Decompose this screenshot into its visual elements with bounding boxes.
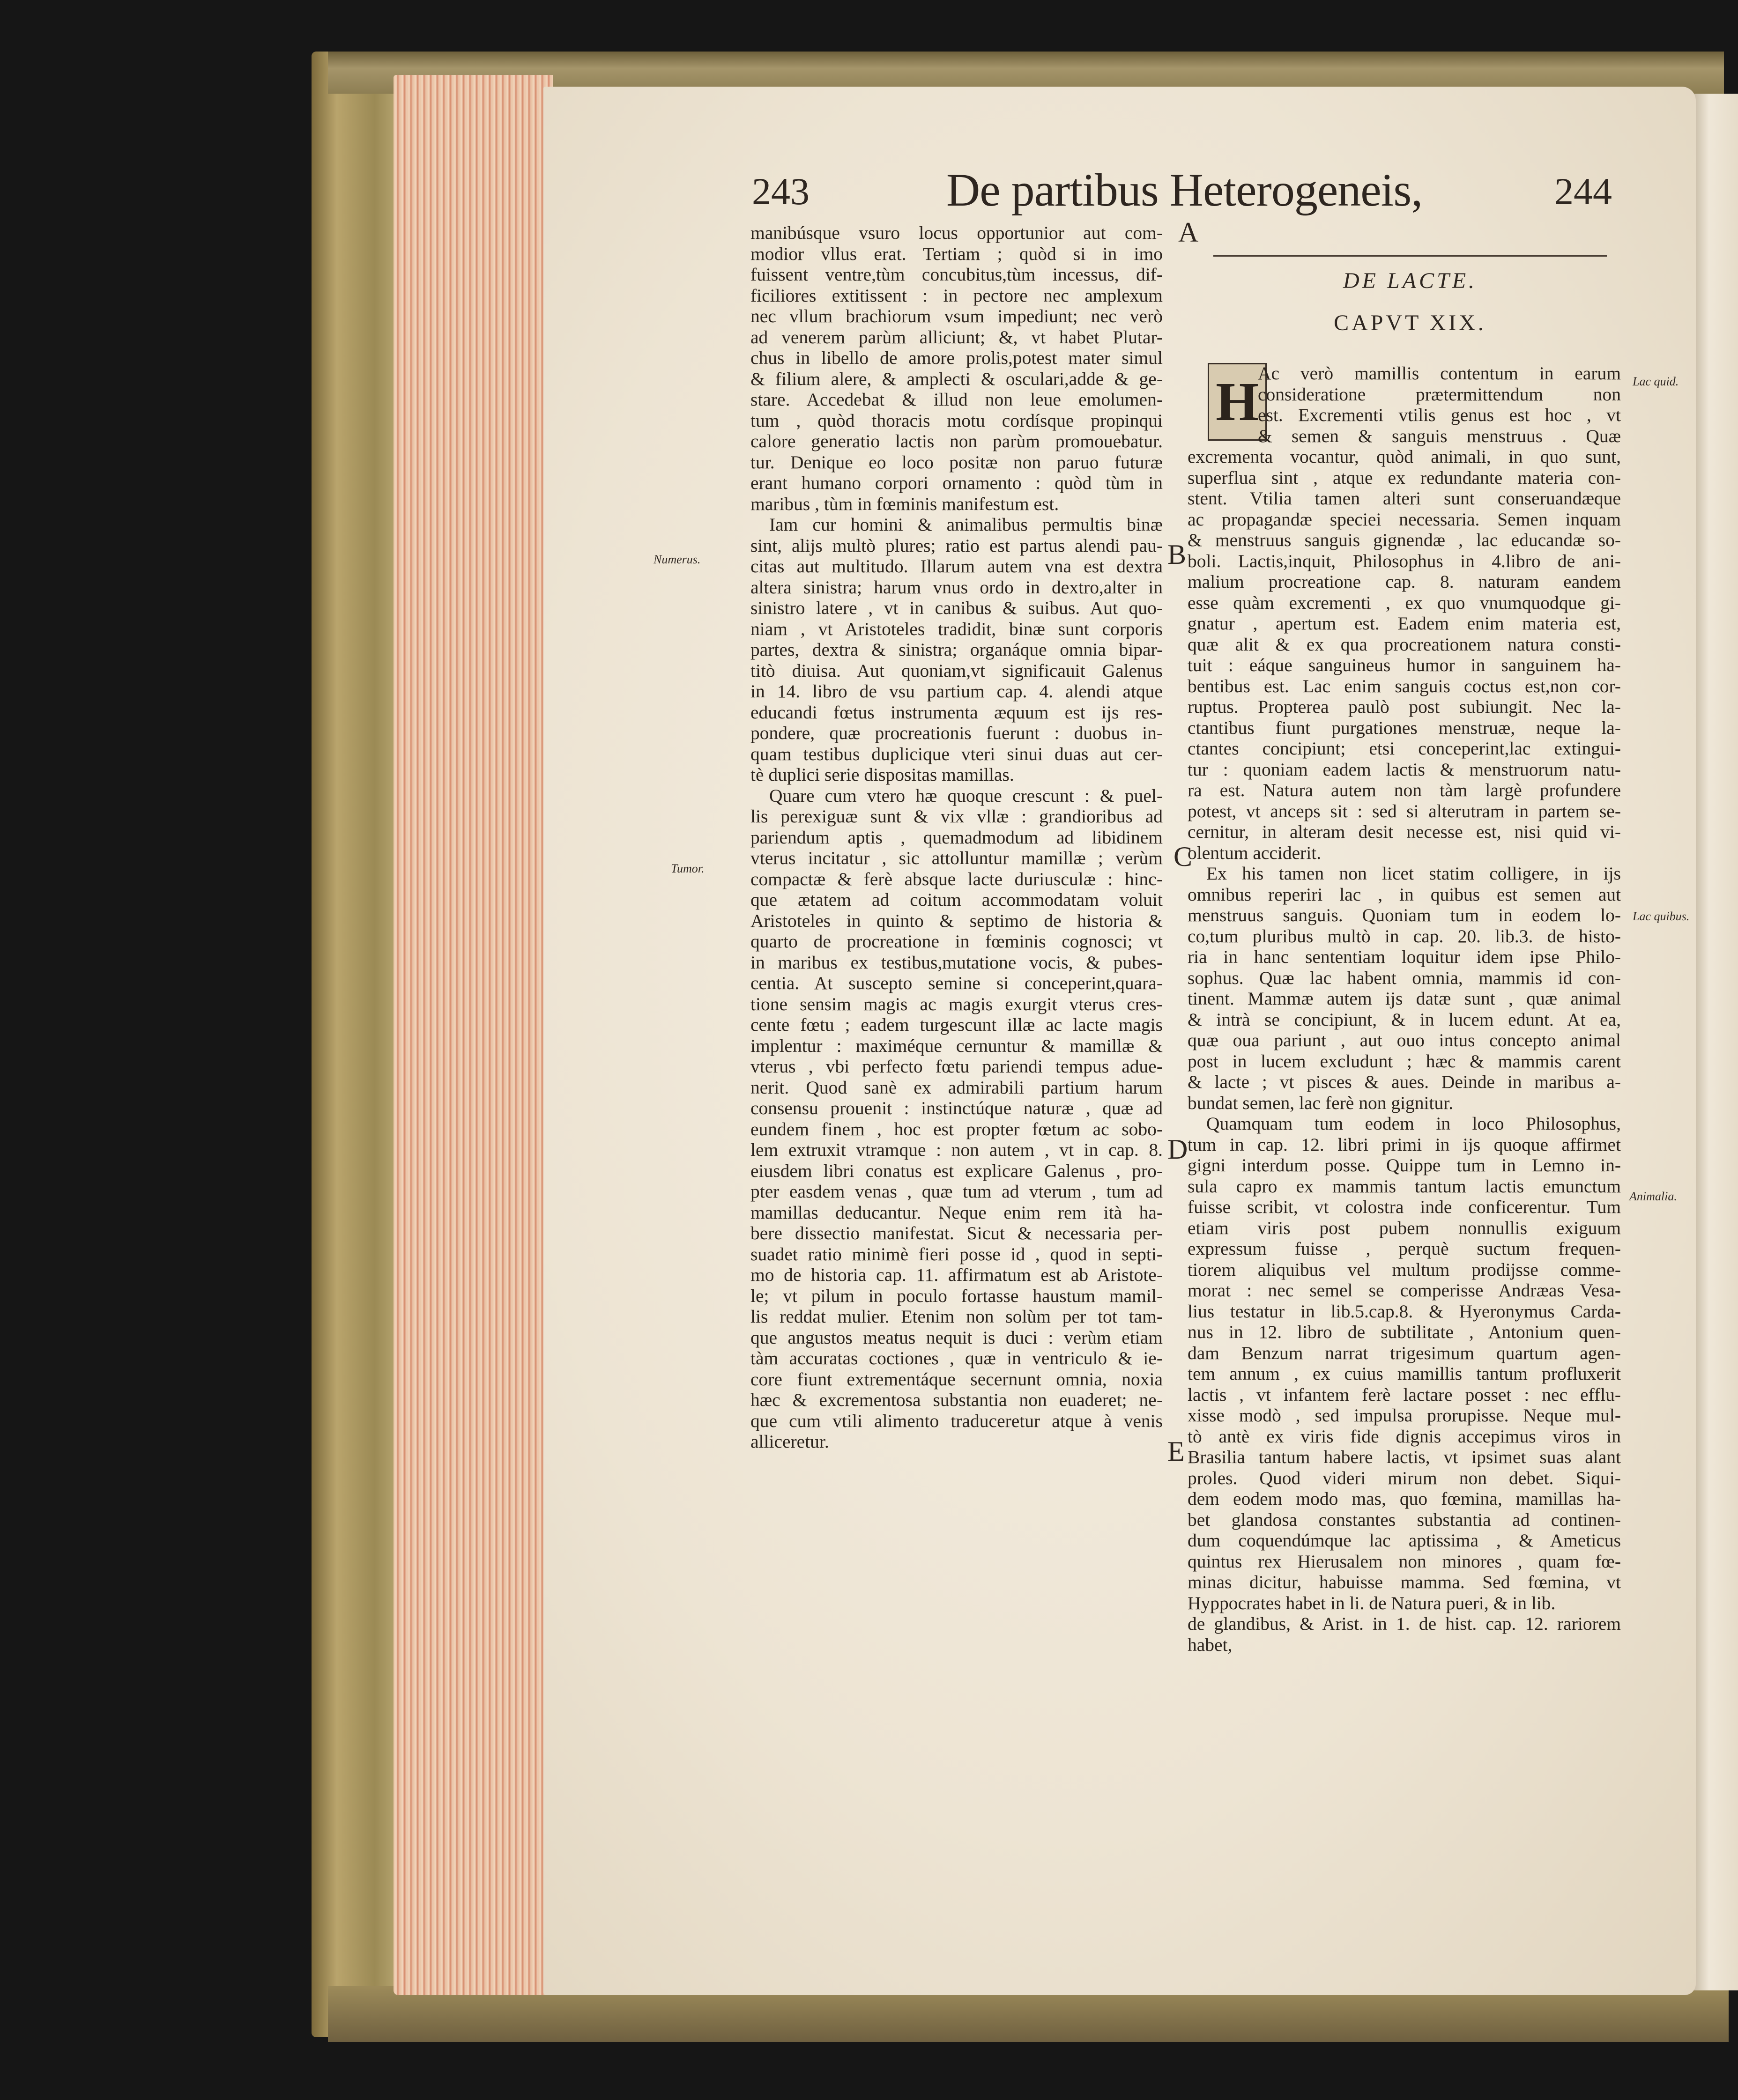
text-line: pariendum aptis , quemadmodum ad libidinem [750, 827, 1163, 848]
page-number-right: 244 [1554, 170, 1612, 213]
text-line: bet glandosa constantes substantia ad continen- [1188, 1509, 1621, 1530]
decorated-initial: H [1208, 363, 1267, 441]
text-line: modior vllus erat. Tertiam ; quòd si in imo [750, 243, 1163, 264]
text-line: quarto de procreatione in fœminis cognosci; vt [750, 931, 1163, 952]
text-line: core fiunt extrementáque secernunt omnia, noxia [750, 1368, 1163, 1390]
text-line: tur : quoniam eadem lactis & menstruorum natu- [1188, 759, 1621, 780]
text-line: implentur : maximéque cernuntur & mamillæ & [750, 1035, 1163, 1056]
text-line: de glandibus, & Arist. in 1. de hist. cap. 12. rariorem [1188, 1613, 1621, 1634]
chapter-title: CAPVT XIX. [1334, 311, 1486, 335]
text-line: Quare cum vtero hæ quoque crescunt : & puel- [769, 785, 1163, 806]
text-line: bere dissectio manifestat. Sicut & necessaria per- [750, 1223, 1163, 1243]
margin-note-animalia: Animalia. [1629, 1190, 1677, 1203]
text-line: Quamquam tum eodem in loco Philosophus, [1206, 1113, 1621, 1134]
text-line: pter easdem venas , quæ tum ad vterum , tum ad [750, 1181, 1163, 1202]
text-line: tàm accuratas coctiones , quæ in ventriculo & ie- [750, 1348, 1163, 1368]
text-line: ad venerem parùm alliciunt; &, vt habet Plutar- [750, 326, 1163, 348]
margin-note-numerus: Numerus. [654, 553, 701, 566]
text-line: & menstruus sanguis gignendæ , lac educandæ so- [1188, 530, 1621, 550]
text-line: fuissent ventre,tùm concubitus,tùm incessus, dif- [750, 264, 1163, 285]
text-line: educandi fœtus instrumenta æquum est ijs res- [750, 702, 1163, 723]
section-title: DE LACTE. [1343, 268, 1478, 293]
text-line: malium procreatione cap. 8. naturam eandem [1188, 571, 1621, 592]
text-line: & intrà se concipiunt, & in lucem edunt. At ea, [1188, 1009, 1621, 1030]
margin-note-lac-quid: Lac quid. [1633, 375, 1679, 388]
margin-note-tumor: Tumor. [671, 862, 705, 875]
text-line: tò antè ex viris fide dignis accepimus viros in [1188, 1426, 1621, 1447]
text-line: vterus , vbi perfecto fœtu pariendi tempus adue- [750, 1056, 1163, 1077]
text-line: lem extruxit vtramque : non autem , vt in cap. 8. [750, 1139, 1163, 1160]
text-line: in 14. libro de vsu partium cap. 4. alendi atque [750, 681, 1163, 702]
text-line: etiam viris post pubem nonnullis exiguum [1188, 1217, 1621, 1238]
margin-letter-b: B [1167, 539, 1187, 570]
text-line: mo de historia cap. 11. affirmatum est ab Aristote- [750, 1264, 1163, 1285]
text-line: ac propagandæ speciei necessaria. Semen inquam [1188, 509, 1621, 530]
text-line: nerit. Quod sanè ex admirabili partium harum [750, 1077, 1163, 1098]
margin-letter-d: D [1167, 1134, 1188, 1165]
text-line: ficiliores extitissent : in pectore nec amplexum [750, 285, 1163, 306]
text-line: excrementa vocantur, quòd animali, in quo sunt, [1188, 446, 1621, 467]
text-line: lis perexiguæ sunt & vix vllæ : grandioribus ad [750, 806, 1163, 827]
text-line: habet, [1188, 1634, 1233, 1655]
text-line: bundat semen, lac ferè non gignitur. [1188, 1092, 1454, 1113]
section-rule [1213, 255, 1607, 257]
text-line: ruptus. Propterea paulò post subiungit. Nec la- [1188, 696, 1621, 717]
text-line: compactæ & ferè absque lacte duriusculæ : hinc- [750, 868, 1163, 889]
text-line: sinistro latere , vt in canibus & suibus. Aut quo- [750, 598, 1163, 618]
text-line: ctantes concipiunt; etsi conceperint,lac extingui- [1188, 738, 1621, 759]
text-line: centia. At suscepto semine si conceperint,quara- [750, 973, 1163, 993]
text-line: & filium alere, & amplecti & osculari,adde & ge- [750, 368, 1163, 389]
text-line: menstruus sanguis. Quoniam tum in eodem lo- [1188, 905, 1621, 925]
text-line: quintus rex Hierusalem non minores , quam fœ- [1188, 1551, 1621, 1572]
text-line: quæ oua pariunt , aut ouo intus concepto animal [1188, 1030, 1621, 1050]
text-line: dum coquendúmque lac aptissima , & Ameticus [1188, 1530, 1621, 1551]
text-line: morat : nec semel se comperisse Andræas Vesa- [1188, 1280, 1621, 1301]
text-line: gnatur , apertum est. Eadem enim materia est, [1188, 613, 1621, 634]
text-line: erant humano corpori ornamento : quòd tùm in [750, 473, 1163, 493]
facing-page-edge [1693, 94, 1738, 1990]
text-line: consensu prouenit : instinctúque naturæ , quæ ad [750, 1098, 1163, 1118]
text-line: olentum acciderit. [1188, 842, 1322, 863]
text-line: cente fœtu ; eadem turgescunt illæ ac lacte magis [750, 1014, 1163, 1035]
text-line: post in lucem excludunt ; hæc & mammis carent [1188, 1050, 1621, 1072]
text-line: stent. Vtilia tamen alteri sunt conseruandæque [1188, 488, 1621, 509]
text-line: fuisse scribit, vt colostra inde conficerentur. Tum [1188, 1197, 1621, 1217]
text-line: potest, vt anceps sit : sed si alterutram in partem se- [1188, 800, 1621, 821]
text-line: que ætatem ad coitum accommodatam voluit [750, 889, 1163, 910]
margin-note-lac-quibus: Lac quibus. [1633, 910, 1690, 923]
text-line: Brasilia tantum habere lactis, vt ipsimet suas alant [1188, 1447, 1621, 1467]
text-line: quæ alit & ex qua procreationem natura consti- [1188, 634, 1621, 655]
text-line: quam testibus duplicique vteri sinui duas aut cer- [750, 743, 1163, 764]
text-line: & semen & sanguis menstruus . Quæ [1258, 425, 1621, 446]
text-line: ctantibus fiunt purgationes menstruæ, neque la- [1188, 717, 1621, 738]
text-line: Iam cur homini & animalibus permultis binæ [769, 514, 1163, 535]
text-line: tinent. Mammæ autem ijs datæ sunt , quæ animal [1188, 988, 1621, 1009]
text-line: dem eodem modo mas, quo fœmina, mamillas ha- [1188, 1488, 1621, 1509]
text-line: que angustos meatus nequit is duci : verùm etiam [750, 1327, 1163, 1348]
text-line: expressum fuisse , perquè suctum frequen- [1188, 1238, 1621, 1259]
text-line: calore generatio lactis non parùm promouebatur. [750, 431, 1163, 451]
text-line: altera sinistra; harum vnus ordo in dextro,alter in [750, 577, 1163, 598]
text-line: Aristoteles in quinto & septimo de historia & [750, 910, 1163, 931]
text-line: tum in cap. 12. libri primi in ijs quoque affirmet [1188, 1134, 1621, 1155]
text-line: pondere, quæ procreationis fuerunt : duobus in- [750, 723, 1163, 743]
text-line: in maribus ex testibus,mutatione vocis, & pubes- [750, 952, 1163, 973]
margin-letter-e: E [1167, 1436, 1185, 1467]
text-line: & lacte ; vt pisces & aues. Deinde in maribus a- [1188, 1072, 1621, 1092]
text-line: sula capro ex mammis tantum lactis emunctum [1188, 1176, 1621, 1197]
page-number-left: 243 [752, 170, 810, 213]
text-line: suadet ratio minimè fieri posse id , quod in septi- [750, 1243, 1163, 1264]
text-line: Ac verò mamillis contentum in earum [1258, 363, 1621, 384]
text-line: niam , vt Aristoteles tradidit, binæ sunt corporis [750, 618, 1163, 639]
text-line: cernitur, in alteram desit necesse est, nisi quid vi- [1188, 821, 1621, 842]
text-line: eiusdem libri conatus est explicare Galenus , pro- [750, 1160, 1163, 1181]
text-line: gigni interdum posse. Quippe tum in Lemno in- [1188, 1155, 1621, 1176]
text-line: hæc & excrementosa substantia non euaderet; ne- [750, 1390, 1163, 1410]
text-line: maribus , tùm in fœminis manifestum est. [750, 493, 1059, 514]
text-line: manibúsque vsuro locus opportunior aut com- [750, 222, 1163, 243]
text-line: eundem finem , hoc est propter fœtum ac sobo- [750, 1118, 1163, 1139]
text-line: tur. Denique eo loco positæ non paruo futuræ [750, 451, 1163, 473]
text-line: superflua sint , atque ex redundante materia con- [1188, 467, 1621, 488]
text-line: esse quàm excrementi , ex quo vnumquodque gi- [1188, 592, 1621, 613]
text-line: bentibus est. Lac enim sanguis coctus est,non cor- [1188, 675, 1621, 696]
text-line: est. Excrementi vtilis genus est hoc , vt [1258, 405, 1621, 425]
text-line: Hyppocrates habet in li. de Natura pueri, & in lib. [1188, 1592, 1556, 1613]
text-line: partes, dextra & sinistra; organáque omnia bipar- [750, 639, 1163, 660]
text-line: lis reddat mulier. Etenim non solùm per tot tam- [750, 1306, 1163, 1327]
text-line: lius testatur in lib.5.cap.8. & Hyeronymus Carda- [1188, 1301, 1621, 1322]
page-edges [394, 75, 553, 1995]
text-line: co,tum pluribus multò in cap. 20. lib.3. de histo- [1188, 925, 1621, 946]
text-line: tum , quòd thoracis motu cordísque propinqui [750, 410, 1163, 431]
text-line: tiorem aliquibus vel multum prodijsse comme- [1188, 1259, 1621, 1280]
text-line: nec vllum brachiorum vsum impediunt; nec verò [750, 306, 1163, 326]
text-line: alliceretur. [750, 1431, 829, 1452]
text-line: tem annum , ex cuius mamillis tantum profluxerit [1188, 1363, 1621, 1384]
text-line: tuit : eáque sanguineus humor in sanguinem ha- [1188, 655, 1621, 675]
text-line: ria in hanc sententiam loquitur idem ipse Philo- [1188, 946, 1621, 967]
margin-letter-a: A [1178, 217, 1199, 248]
text-line: sophus. Quæ lac habent omnia, mammis id con- [1188, 967, 1621, 988]
text-line: que cum vtili alimento traduceretur atque à venis [750, 1410, 1163, 1431]
text-line: tè duplici serie dispositas mamillas. [750, 764, 1014, 785]
text-line: nus in 12. libro de subtilitate , Antonium quen- [1188, 1322, 1621, 1342]
text-line: vterus incitatur , sic attolluntur mamillæ ; verùm [750, 848, 1163, 868]
text-line: Ex his tamen non licet statim colligere, in ijs [1206, 863, 1621, 884]
text-line: tione sensim magis ac magis exurgit vterus cres- [750, 993, 1163, 1014]
text-line: xisse modò , sed impulsa prorupisse. Neque mul- [1188, 1405, 1621, 1426]
text-line: proles. Quod videri mirum non debet. Siqui- [1188, 1467, 1621, 1488]
text-line: lactis , vt infantem ferè lactare posset : nec efflu- [1188, 1384, 1621, 1405]
text-line: boli. Lactis,inquit, Philosophus in 4.libro de ani- [1188, 550, 1621, 571]
text-line: dam Benzum narrat trigesimum quartum agen- [1188, 1342, 1621, 1363]
text-line: citas aut multitudo. Illarum autem vna est dextra [750, 556, 1163, 577]
text-line: le; vt pilum in poculo fortasse haustum mamil- [750, 1285, 1163, 1306]
text-line: consideratione prætermittendum non [1258, 384, 1621, 405]
text-line: mamillas deducantur. Neque enim rem ità ha- [750, 1202, 1163, 1223]
right-text-column [1188, 363, 1621, 1655]
text-line: chus in libello de amore prolis,potest mater simul [750, 348, 1163, 368]
text-line: minas dicitur, habuisse mamma. Sed fœmina, vt [1188, 1572, 1621, 1592]
text-line: ra est. Natura autem non tàm largè profundere [1188, 780, 1621, 800]
text-line: titò diuisa. Aut quoniam,vt significauit Galenus [750, 660, 1163, 681]
left-text-column [750, 222, 1163, 1452]
running-title: De partibus Heterogeneis, [946, 164, 1423, 216]
text-line: omnibus reperiri lac , in quibus est semen aut [1188, 884, 1621, 905]
margin-letter-c: C [1174, 841, 1193, 872]
text-line: sint, alijs multò plures; ratio est partus alendi pau- [750, 535, 1163, 556]
text-line: stare. Accedebat & illud non leue emolumen- [750, 389, 1163, 410]
